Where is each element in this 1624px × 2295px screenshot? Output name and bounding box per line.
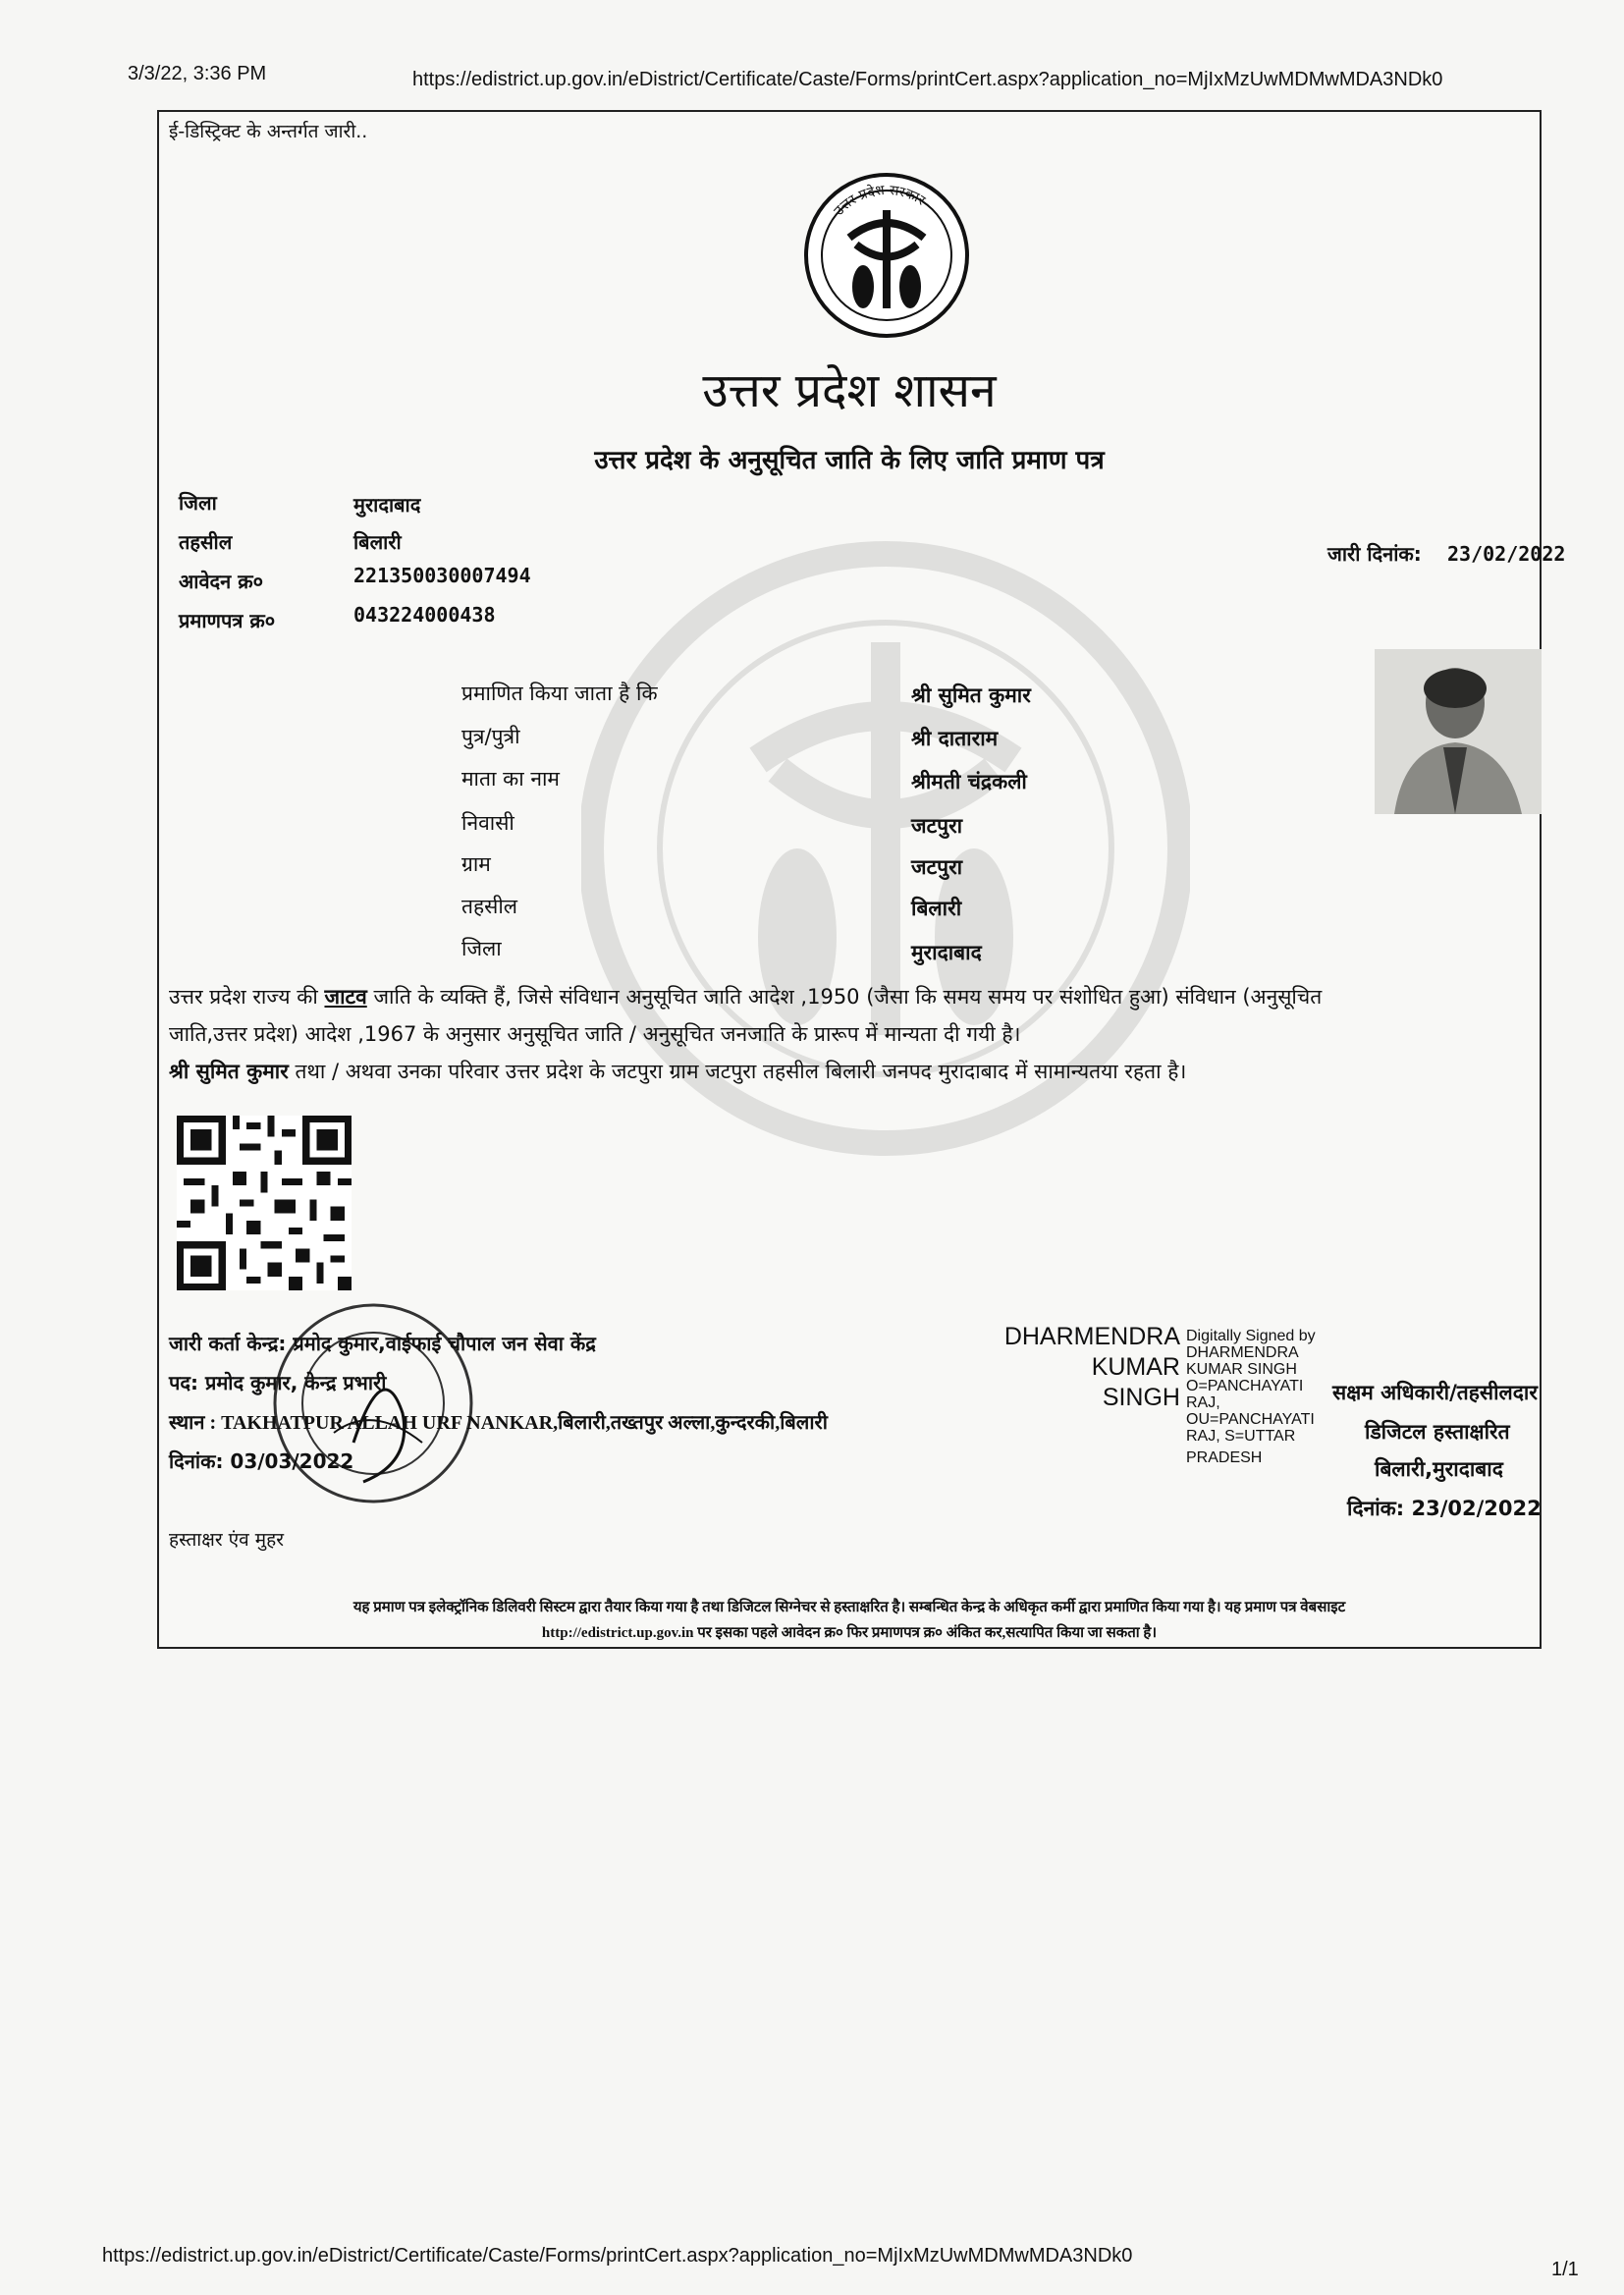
meta-value-tehsil: बिलारी [353, 530, 402, 554]
para2-name: श्री सुमित कुमार [169, 1060, 289, 1083]
issued-under-text: ई-डिस्ट्रिक्ट के अन्तर्गत जारी.. [169, 121, 368, 142]
detail-label-certified: प्रमाणित किया जाता है कि [461, 682, 658, 705]
service-center-seal-icon [265, 1295, 481, 1511]
detail-value-resident: जटपुरा [911, 814, 963, 838]
detail-label-resident: निवासी [461, 811, 514, 835]
meta-label-certificate-no: प्रमाणपत्र क्र० [179, 609, 276, 632]
issuer-center: जारी कर्ता केन्द्र: प्रमोद कुमार,वाईफाई चौपाल जन सेवा केंद्र [169, 1332, 596, 1355]
detail-label-tehsil: तहसील [461, 895, 517, 918]
meta-label-district: जिला [179, 491, 217, 515]
meta-value-application-no: 221350030007494 [353, 564, 531, 587]
detail-value-name: श्री सुमित कुमार [911, 683, 1031, 707]
meta-label-tehsil: तहसील [179, 530, 233, 554]
digital-signature-details: Digitally Signed by DHARMENDRA KUMAR SINGH O=PANCHAYATI RAJ, OU=PANCHAYATI RAJ, S=UTTAR PRADESH [1186, 1328, 1316, 1466]
print-page-number: 1/1 [1551, 2259, 1579, 2280]
para1-line1: उत्तर प्रदेश राज्य की जाटव जाति के व्यक्ति हैं, जिसे संविधान अनुसूचित जाति आदेश ,1950 (जैसा कि समय समय पर संशोधित हुआ) संविधान (अनुसूचित [169, 985, 1323, 1009]
authority-date: दिनांक: 23/02/2022 [1347, 1497, 1542, 1520]
footer-note-line2: http://edistrict.up.gov.in पर इसका पहले आवेदन क्र० फिर प्रमाणपत्र क्र० अंकित कर,सत्यापित किया जा सकता है। [541, 1625, 1158, 1641]
watermark-emblem-icon [581, 524, 1190, 1251]
signer-name: DHARMENDRA KUMAR SINGH [1003, 1323, 1180, 1411]
certificate-title: उत्तर प्रदेश के अनुसूचित जाति के लिए जाति प्रमाण पत्र [594, 446, 1105, 475]
emblem-arc-text: उत्तर प्रदेश सरकार [831, 182, 929, 220]
para2: श्री सुमित कुमार तथा / अथवा उनका परिवार उत्तर प्रदेश के जटपुरा ग्राम जटपुरा तहसील बिलारी जनपद मुरादाबाद में सामान्यतया रहता है। [169, 1060, 1187, 1083]
detail-label-district: जिला [461, 937, 502, 960]
applicant-photo [1375, 649, 1542, 814]
issue-date-value: 23/02/2022 [1447, 542, 1566, 566]
meta-value-district: मुरादाबाद [353, 493, 421, 517]
detail-value-district: मुरादाबाद [911, 941, 982, 964]
caste-name: जाटव [324, 985, 367, 1009]
certificate-frame [157, 110, 1566, 1649]
detail-value-father: श्री दाताराम [911, 727, 999, 750]
detail-value-mother: श्रीमती चंद्रकली [911, 770, 1027, 793]
detail-label-child-of: पुत्र/पुत्री [461, 725, 520, 748]
detail-value-tehsil: बिलारी [911, 897, 962, 920]
print-datetime: 3/3/22, 3:36 PM [128, 63, 267, 84]
signature-seal-label: हस्ताक्षर एंव मुहर [169, 1529, 284, 1551]
government-title: उत्तर प्रदेश शासन [702, 363, 997, 418]
print-footer-url: https://edistrict.up.gov.in/eDistrict/Certificate/Caste/Forms/printCert.aspx?application_no=MjIxMzUwMDMwMDA3NDk0 [102, 2245, 1133, 2267]
issuer-date: दिनांक: 03/03/2022 [169, 1449, 354, 1473]
meta-label-application-no: आवेदन क्र० [179, 570, 264, 593]
authority-location: बिलारी,मुरादाबाद [1375, 1457, 1503, 1481]
print-url: https://edistrict.up.gov.in/eDistrict/Certificate/Caste/Forms/printCert.aspx?application_no=MjIxMzUwMDMwMDA3NDk0 [412, 69, 1443, 90]
authority-digital-signed: डिजिटल हस्ताक्षरित [1365, 1420, 1510, 1444]
issue-date-label: जारी दिनांक: [1327, 542, 1422, 566]
issuer-designation: पद: प्रमोद कुमार, केन्द्र प्रभारी [169, 1371, 387, 1394]
para1-line2: जाति,उत्तर प्रदेश) आदेश ,1967 के अनुसार अनुसूचित जाति / अनुसूचित जनजाति के प्रारूप में मान्यता दी गयी है। [169, 1022, 1021, 1046]
meta-value-certificate-no: 043224000438 [353, 603, 496, 627]
qr-code [177, 1116, 352, 1290]
footer-note-line1: यह प्रमाण पत्र इलेक्ट्रॉनिक डिलिवरी सिस्टम द्वारा तैयार किया गया है तथा डिजिटल सिग्नेचर से हस्ताक्षरित है। सम्बन्धित केन्द्र के अधिकृत कर्मी द्वारा प्रमाणित किया गया है। यह प्रमाण पत्र वेबसाइट [352, 1600, 1346, 1615]
detail-label-mother-name: माता का नाम [461, 767, 560, 791]
detail-value-village: जटपुरा [911, 855, 963, 879]
authority-designation: सक्षम अधिकारी/तहसीलदार [1332, 1381, 1538, 1404]
detail-label-village: ग्राम [461, 852, 491, 876]
issuer-place: स्थान : TAKHATPUR ALLAH URF NANKAR,बिलारी,तख्तपुर अल्ला,कुन्दरकी,बिलारी [169, 1412, 828, 1434]
up-government-emblem-icon [802, 171, 971, 340]
